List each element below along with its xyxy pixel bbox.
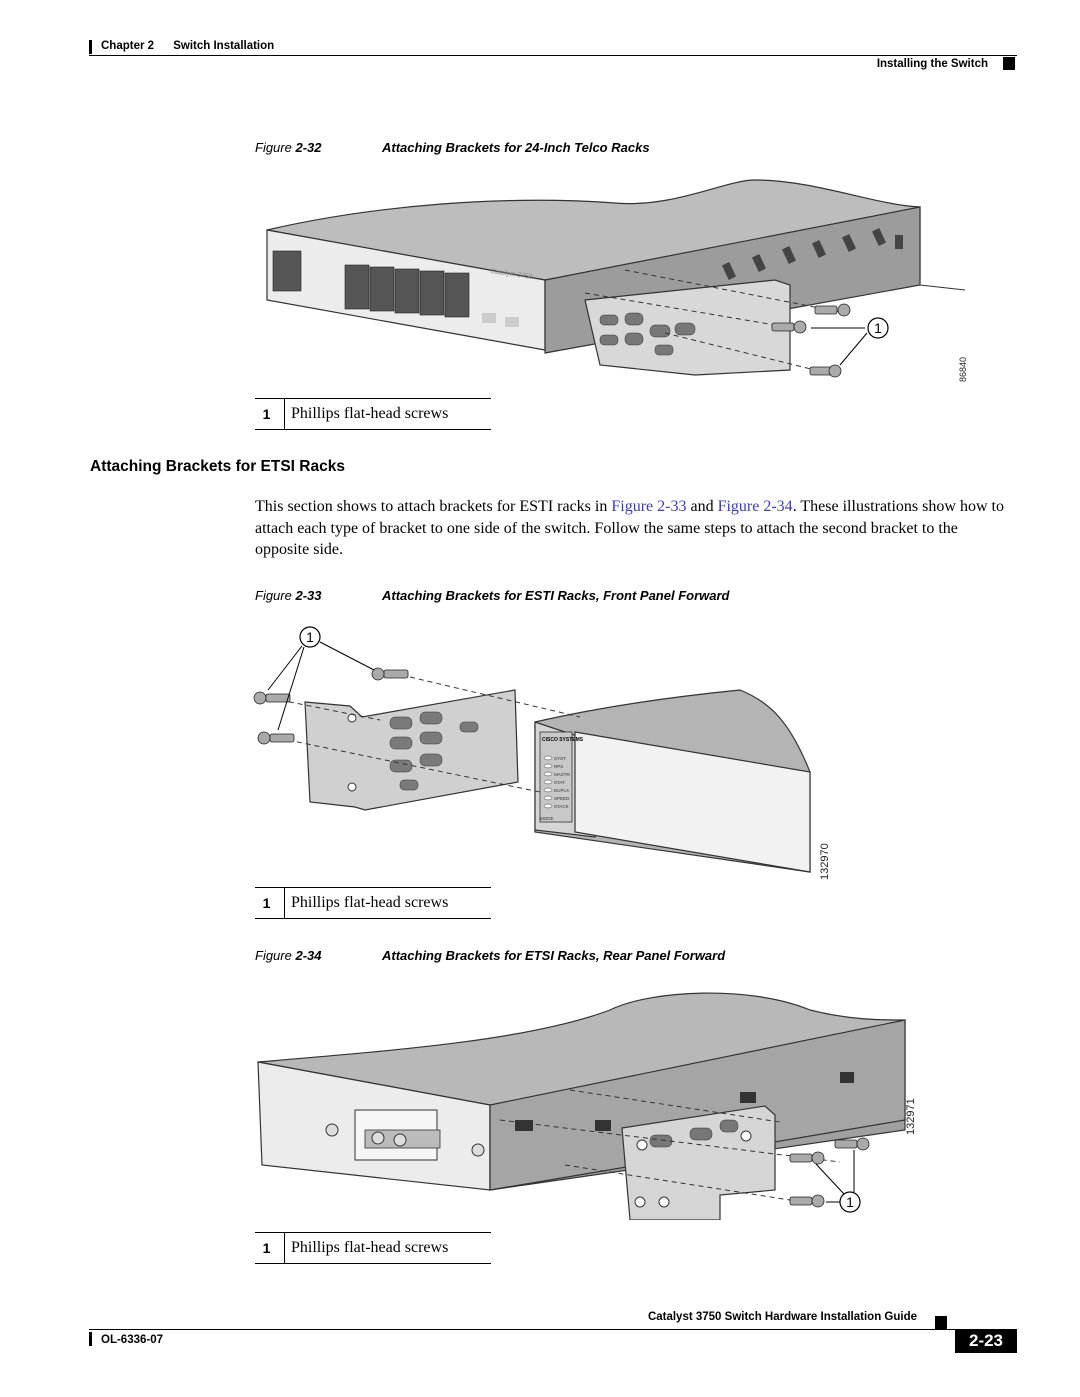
led-label: RPS — [554, 764, 564, 769]
art-id: 132971 — [905, 1098, 917, 1135]
figure-cross-reference-link[interactable]: Figure 2-34 — [717, 498, 793, 515]
telco-bracket-illustration — [255, 175, 985, 390]
figure-title: Attaching Brackets for 24-Inch Telco Racks — [382, 140, 650, 155]
legend-number: 1 — [255, 1233, 285, 1263]
figure-title: Attaching Brackets for ESTI Racks, Front Panel Forward — [382, 588, 730, 603]
section-heading: Attaching Brackets for ETSI Racks — [90, 458, 345, 475]
legend-number: 1 — [255, 399, 285, 429]
led-label: STAT — [554, 780, 565, 785]
figure-callout: 1 — [846, 1194, 854, 1210]
page-number: 2-23 — [955, 1329, 1017, 1353]
body-paragraph: This section shows to attach brackets for ESTI racks in Figure 2-33 and Figure 2-34. These illustrations show how to attach each type of bracket to one side of the switch. Follow the same steps to attach the second bracket to the opposite side. — [255, 498, 1004, 558]
figure-callout: 1 — [306, 629, 314, 645]
art-id: 86840 — [958, 356, 968, 382]
led-label: SPEED — [554, 796, 570, 801]
figure-legend — [255, 887, 491, 919]
art-id: 132970 — [819, 843, 831, 880]
figure-legend — [255, 398, 491, 430]
footer-left-marker — [89, 1332, 92, 1346]
figure-caption: Figure 2-34 — [255, 948, 322, 963]
footer-marker — [935, 1316, 947, 1329]
led-label: MASTR — [554, 772, 570, 777]
header-rule — [89, 55, 1017, 56]
legend-text: Phillips flat-head screws — [291, 1239, 449, 1256]
led-label: STACK — [554, 804, 569, 809]
figure-callout: 1 — [874, 320, 882, 336]
footer-rule — [89, 1329, 1017, 1330]
header-chapter: Chapter 2 Switch Installation — [101, 40, 275, 52]
figure-cross-reference-link[interactable]: Figure 2-33 — [611, 498, 687, 515]
header-section: Installing the Switch — [876, 58, 988, 70]
led-label: DUPLX — [554, 788, 570, 793]
header-left-marker — [89, 40, 92, 54]
header-right-marker — [1003, 57, 1015, 70]
mode-label: MODE — [540, 816, 554, 821]
footer-guide-title: Catalyst 3750 Switch Hardware Installation Guide — [647, 1311, 917, 1323]
figure-legend — [255, 1232, 491, 1264]
figure-caption: Figure 2-33 — [255, 588, 322, 603]
brand-label: CISCO SYSTEMS — [542, 737, 584, 743]
footer-doc-number: OL-6336-07 — [101, 1334, 164, 1346]
legend-text: Phillips flat-head screws — [291, 894, 449, 911]
figure-caption: Figure 2-32 — [255, 140, 322, 155]
etsi-front-bracket-illustration — [250, 622, 870, 884]
product-label: Catalyst 3750 — [489, 268, 534, 281]
legend-text: Phillips flat-head screws — [291, 405, 449, 422]
legend-number: 1 — [255, 888, 285, 918]
led-label: SYST — [554, 756, 566, 761]
etsi-rear-bracket-illustration — [250, 980, 920, 1220]
figure-title: Attaching Brackets for ETSI Racks, Rear Panel Forward — [382, 948, 726, 963]
